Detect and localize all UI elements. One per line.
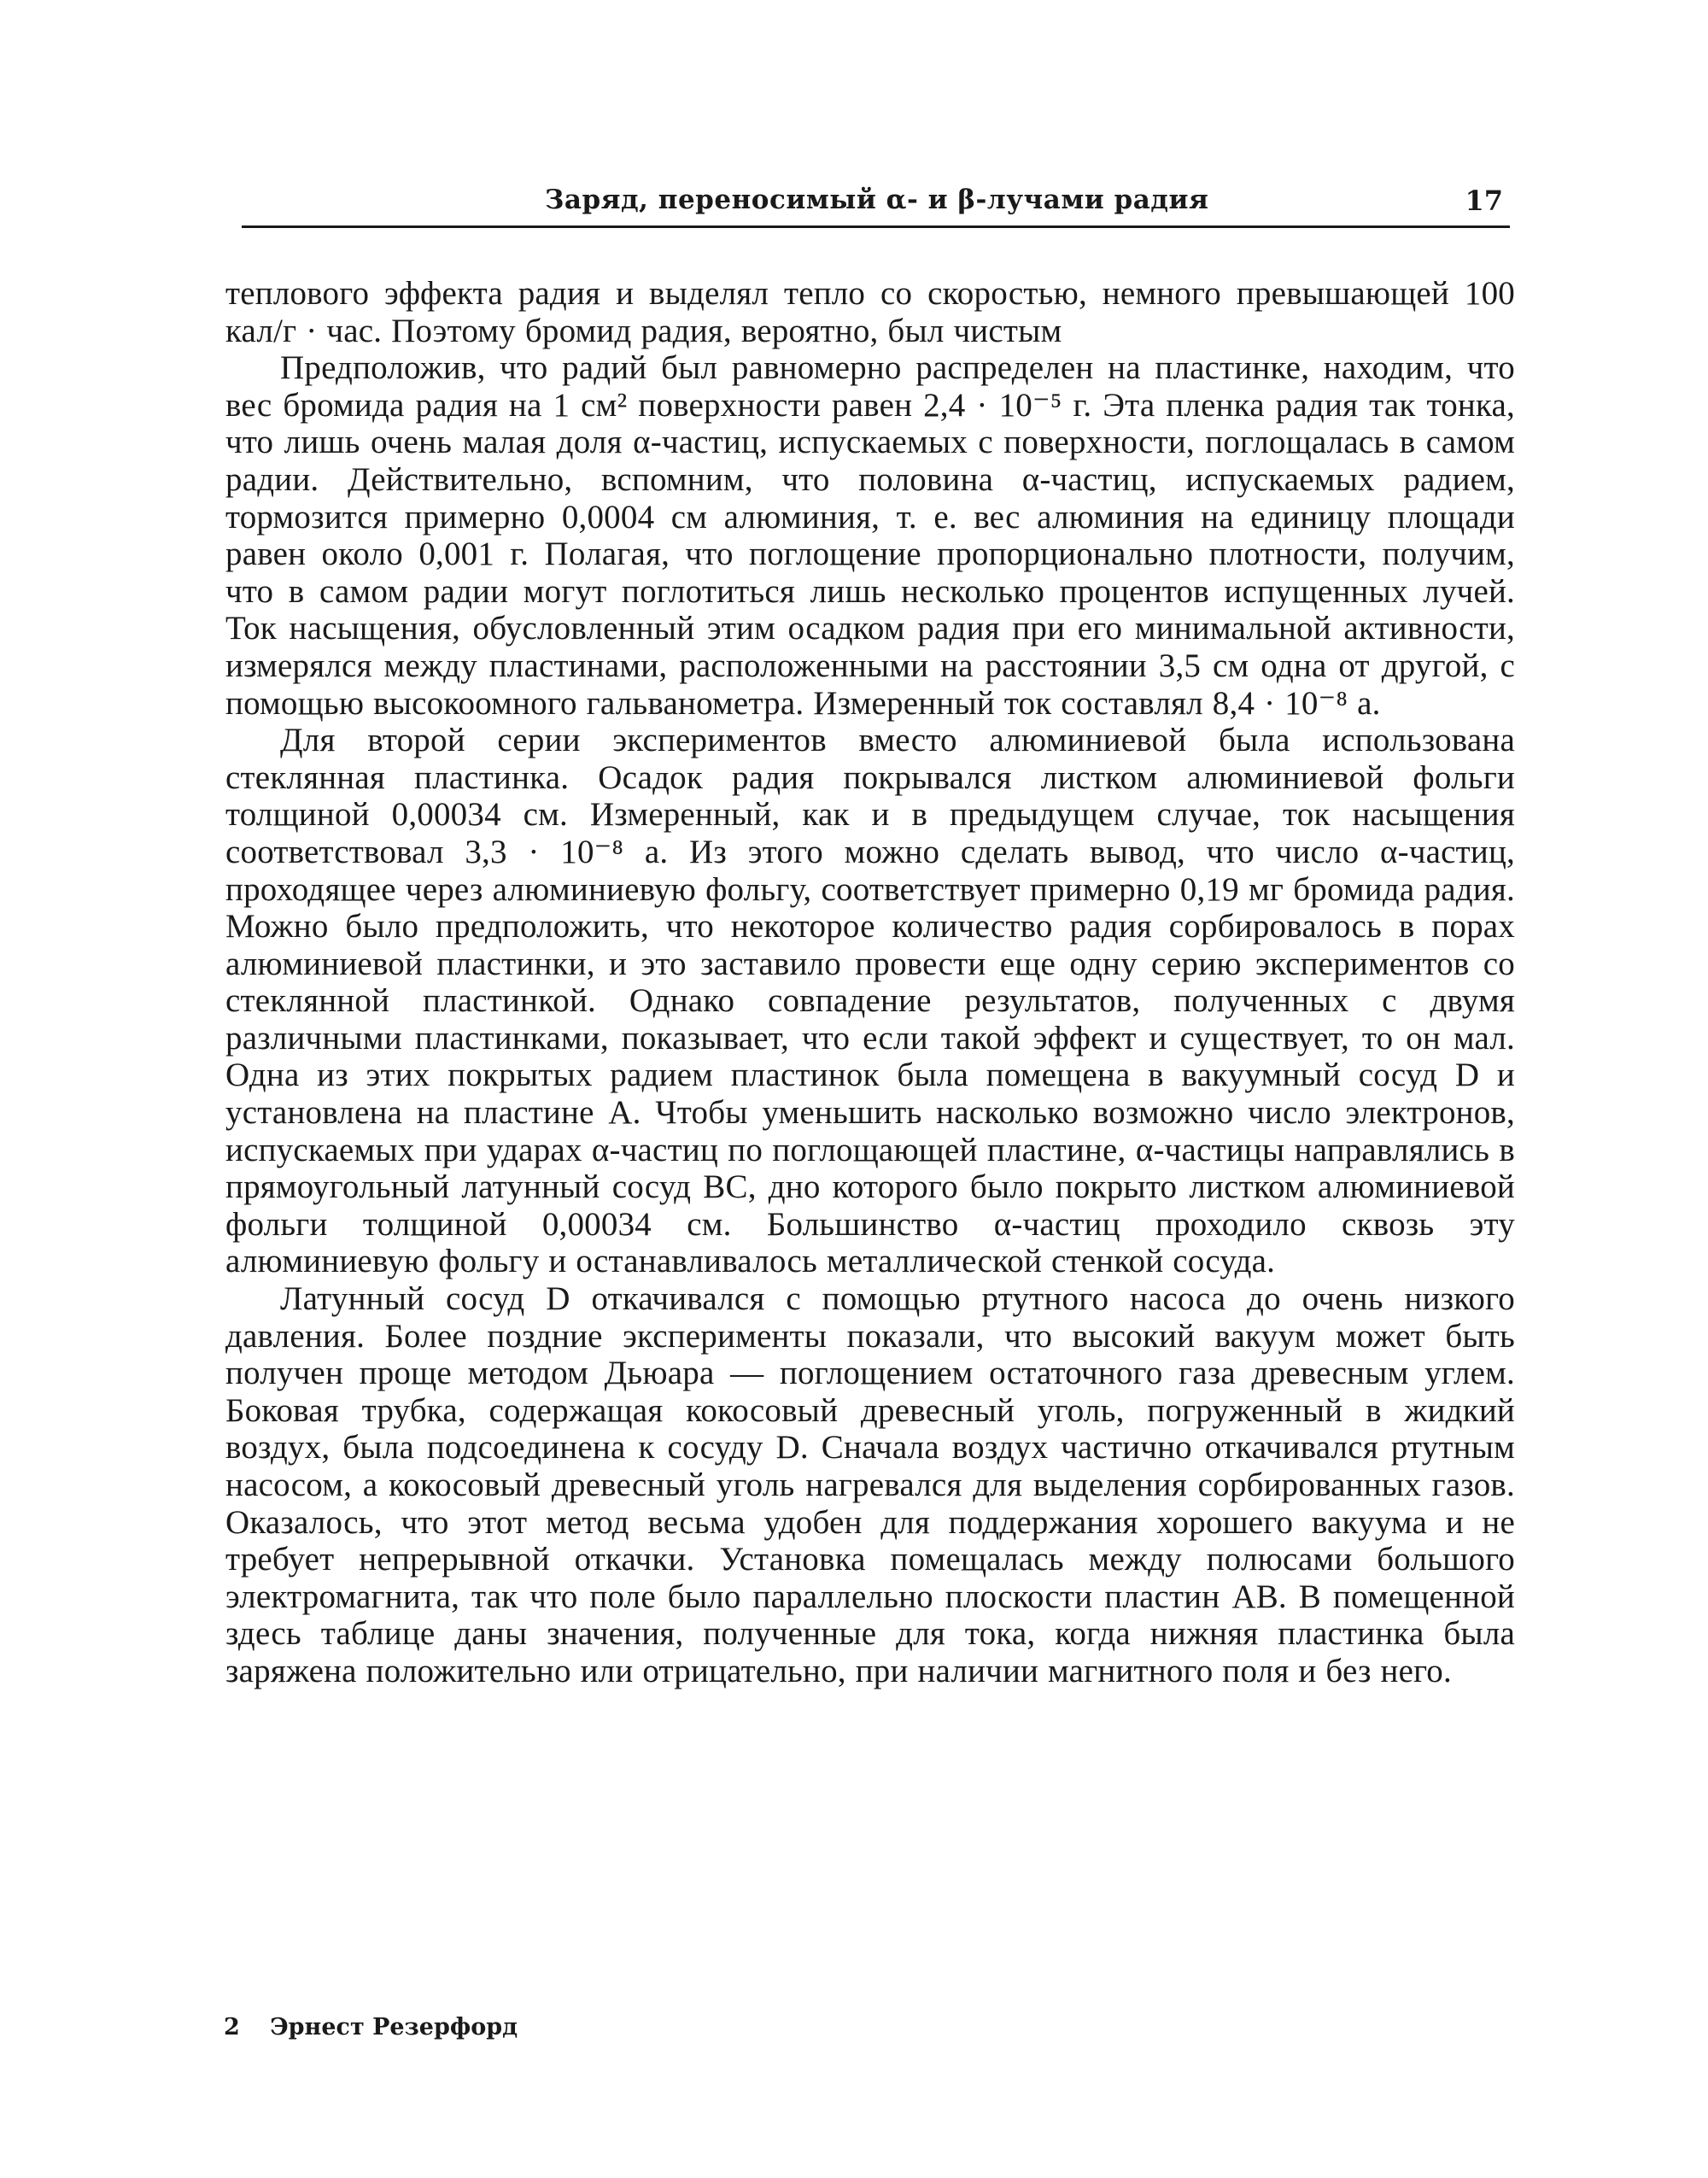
paragraph: Латунный сосуд D откачивался с помощью ртутного насоса до очень низкого давления. Более поздние эксперименты показали, что высокий вакуум может быть получен проще методом Дьюара — поглощением остаточного газа древесным углем. Боковая трубка, содержащая кокосовый древесный уголь, погруженный в жидкий воздух, была подсоединена к сосуду D. Сначала воздух частично откачивался ртутным насосом, а кокосовый древесный уголь нагревался для выделения сорбированных газов. Оказалось, что этот метод весьма удобен для поддержания хорошего вакуума и не требует непрерывной откачки. Установка помещалась между полюсами большого электромагнита, так что поле было параллельно плоскости пластин AB. В помещенной здесь таблице даны значения, полученные для тока, когда нижняя пластинка была заряжена положительно или отрицательно, при наличии магнитного поля и без него. <box>225 1280 1515 1689</box>
paragraph: Предположив, что радий был равномерно распределен на пластинке, находим, что вес бромида радия на 1 см² поверхности равен 2,4 · 10⁻⁵ г. Эта пленка радия так тонка, что лишь очень малая доля α-частиц, испускаемых с поверхности, поглощалась в самом радии. Действительно, вспомним, что половина α-частиц, испускаемых радием, тормозится примерно 0,0004 см алюминия, т. е. вес алюминия на единицу площади равен около 0,001 г. Полагая, что поглощение пропорционально плотности, получим, что в самом радии могут поглотиться лишь несколько процентов испущенных лучей. Ток насыщения, обусловленный этим осадком радия при его минимальной активности, измерялся между пластинами, расположенными на расстоянии 3,5 см одна от другой, с помощью высокоомного гальванометра. Измеренный ток составлял 8,4 · 10⁻⁸ а. <box>225 349 1515 722</box>
running-title: Заряд, переносимый α- и β-лучами радия <box>545 184 1209 215</box>
page-number: 17 <box>1465 184 1503 217</box>
body-text <box>225 275 1515 1690</box>
paragraph-continued: теплового эффекта радия и выделял тепло со скоростью, немного превышающей 100 кал/г · час. Поэтому бромид радия, вероятно, был чистым <box>225 275 1515 349</box>
paragraph: Для второй серии экспериментов вместо алюминиевой была использована стеклянная пластинка. Осадок радия покрывался листком алюминиевой фольги толщиной 0,00034 см. Измеренный, как и в предыдущем случае, ток насыщения соответствовал 3,3 · 10⁻⁸ а. Из этого можно сделать вывод, что число α-частиц, проходящее через алюминиевую фольгу, соответствует примерно 0,19 мг бромида радия. Можно было предположить, что некоторое количество радия сорбировалось в порах алюминиевой пластинки, и это заставило провести еще одну серию экспериментов со стеклянной пластинкой. Однако совпадение результатов, полученных с двумя различными пластинками, показывает, что если такой эффект и существует, то он мал. Одна из этих покрытых радием пластинок была помещена в вакуумный сосуд D и установлена на пластине A. Чтобы уменьшить насколько возможно число электронов, испускаемых при ударах α-частиц по поглощающей пластине, α-частицы направлялись в прямоугольный латунный сосуд BC, дно которого было покрыто листком алюминиевой фольги толщиной 0,00034 см. Большинство α-частиц проходило сквозь эту алюминиевую фольгу и останавливалось металлической стенкой сосуда. <box>225 722 1515 1280</box>
signature-text: Эрнест Резерфорд <box>270 2014 518 2040</box>
header-rule <box>242 225 1510 228</box>
running-head <box>242 181 1510 224</box>
signature-number: 2 <box>224 2014 240 2040</box>
printer-signature <box>224 2014 518 2040</box>
